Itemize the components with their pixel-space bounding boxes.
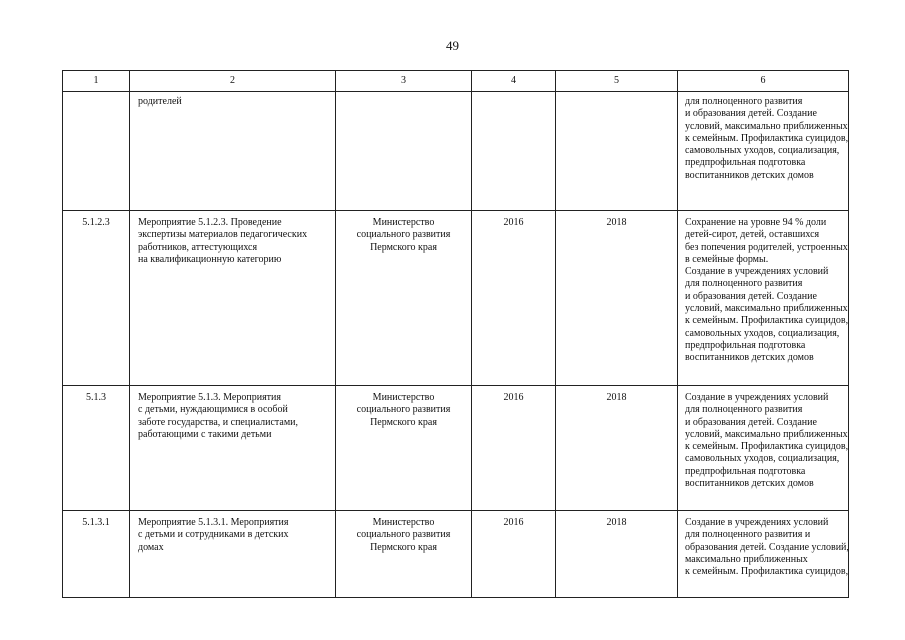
cell-text-line: и образования детей. Создание [685,290,817,302]
cell-text-line: на квалификационную категорию [138,253,282,265]
cell-text-line: максимально приближенных [685,553,808,565]
cell-text-line: самовольных уходов, социализация, [685,453,840,465]
column-header: 6 [678,71,849,92]
executor-cell [336,386,472,511]
table-row [63,92,849,211]
header-row [63,71,849,92]
cell-text-line: с детьми, нуждающимися в особой [138,404,288,416]
cell-text-line: предпрофильная подготовка [685,339,806,351]
cell-text-line: воспитанников детских домов [685,478,814,490]
activity-name-cell [130,92,336,211]
cell-text-line: к семейным. Профилактика суицидов, [685,132,849,144]
cell-text-line: к семейным. Профилактика суицидов, [685,315,849,327]
cell-text-line: Мероприятие 5.1.2.3. Проведение [138,217,282,228]
activities-table [62,70,849,598]
activity-code-cell: 5.1.3.1 [63,511,130,598]
end-year-cell: 2018 [556,211,678,386]
cell-text-line: Мероприятие 5.1.3. Мероприятия [138,392,281,403]
activity-name-cell [130,211,336,386]
cell-text-line: и образования детей. Создание [685,108,817,120]
column-header: 2 [130,71,336,92]
cell-text-line: Мероприятие 5.1.3.1. Мероприятия [138,517,289,528]
end-year-cell [556,92,678,211]
cell-text-line: социального развития [356,229,451,241]
cell-text-line: с детьми и сотрудниками в детских [138,529,289,541]
cell-text-line: работников, аттестующихся [138,241,258,253]
column-header: 3 [336,71,472,92]
cell-text-line: Министерство [372,217,435,228]
cell-text-line: Пермского края [370,416,437,428]
activity-code-cell: 5.1.2.3 [63,211,130,386]
cell-text-line: детей-сирот, детей, оставшихся [685,229,820,241]
cell-text-line: условий, максимально приближенных [685,303,848,315]
column-header: 5 [556,71,678,92]
page-number: 49 [446,38,459,53]
cell-text-line: условий, максимально приближенных [685,428,848,440]
cell-text-line: Министерство [372,392,435,403]
cell-text-line: Создание в учреждениях условий [685,266,829,278]
cell-text-line: заботе государства, и специалистами, [138,416,298,428]
cell-text-line: воспитанников детских домов [685,169,814,181]
table-row [63,511,849,598]
cell-text-line: в семейные формы. [685,253,769,265]
table-row [63,386,849,511]
executor-cell [336,92,472,211]
expected-result-cell [678,386,849,511]
executor-cell [336,511,472,598]
start-year-cell: 2016 [472,211,556,386]
cell-text-line: Создание в учреждениях условий [685,392,829,403]
cell-text-line: предпрофильная подготовка [685,157,806,169]
cell-text-line: самовольных уходов, социализация, [685,145,840,157]
cell-text-line: предпрофильная подготовка [685,465,806,477]
cell-text-line: Пермского края [370,241,437,253]
cell-text-line: условий, максимально приближенных [685,120,848,132]
activity-name-cell [130,386,336,511]
cell-text-line: воспитанников детских домов [685,352,814,364]
column-header: 1 [63,71,130,92]
cell-text-line: для полноценного развития [685,96,803,107]
start-year-cell: 2016 [472,511,556,598]
cell-text-line: для полноценного развития и [685,529,811,541]
cell-text-line: Министерство [372,517,435,528]
cell-text-line: социального развития [356,404,451,416]
expected-result-cell [678,92,849,211]
cell-text-line: родителей [138,96,182,107]
expected-result-cell [678,511,849,598]
cell-text-line: к семейным. Профилактика суицидов, [685,441,849,453]
cell-text-line: экспертизы материалов педагогических [138,229,308,241]
cell-text-line: Пермского края [370,541,437,553]
activity-name-cell [130,511,336,598]
executor-cell [336,211,472,386]
column-header: 4 [472,71,556,92]
cell-text-line: к семейным. Профилактика суицидов, [685,566,849,578]
cell-text-line: Сохранение на уровне 94 % доли [685,217,827,228]
start-year-cell: 2016 [472,386,556,511]
cell-text-line: социального развития [356,529,451,541]
activity-code-cell: 5.1.3 [63,386,130,511]
cell-text-line: и образования детей. Создание [685,416,817,428]
cell-text-line: для полноценного развития [685,278,803,290]
end-year-cell: 2018 [556,511,678,598]
activity-code-cell [63,92,130,211]
cell-text-line: работающими с такими детьми [138,428,272,440]
start-year-cell [472,92,556,211]
expected-result-cell [678,211,849,386]
cell-text-line: Создание в учреждениях условий [685,517,829,528]
end-year-cell: 2018 [556,386,678,511]
cell-text-line: самовольных уходов, социализация, [685,327,840,339]
cell-text-line: образования детей. Создание условий, [685,541,849,553]
cell-text-line: домах [138,541,164,553]
table-row [63,211,849,386]
cell-text-line: без попечения родителей, устроенных [685,241,848,253]
cell-text-line: для полноценного развития [685,404,803,416]
